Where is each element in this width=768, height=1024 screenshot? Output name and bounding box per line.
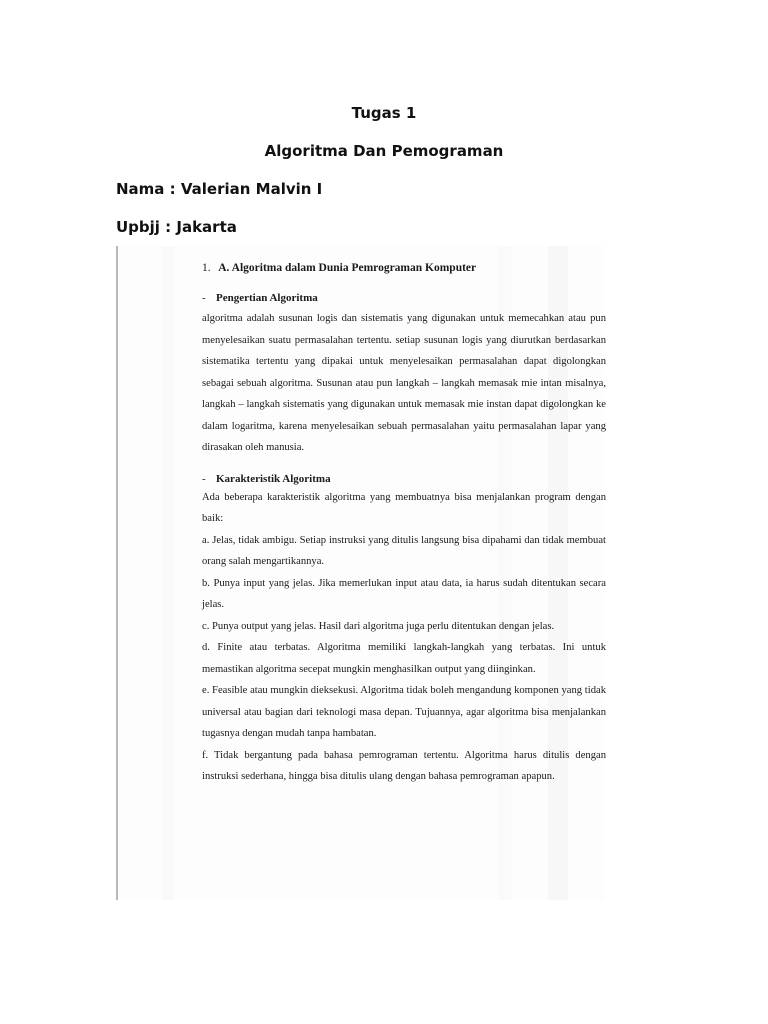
student-name: Nama : Valerian Malvin I	[116, 180, 323, 198]
section-number: 1.	[202, 262, 211, 274]
section-title: A. Algoritma dalam Dunia Pemrograman Komputer	[218, 262, 477, 274]
list-item: c. Punya output yang jelas. Hasil dari algoritma juga perlu ditentukan dengan jelas.	[202, 620, 555, 632]
subsection-heading-pengertian	[202, 290, 606, 306]
page-title: Tugas 1	[351, 104, 417, 122]
section-heading	[202, 260, 606, 276]
bullet-dash: -	[202, 472, 206, 485]
karakteristik-intro: Ada beberapa karakteristik algoritma yang membuatnya bisa menjalankan program dengan baik:	[202, 491, 606, 524]
list-item: b. Punya input yang jelas. Jika memerlukan input atau data, ia harus sudah ditentukan secara jelas.	[202, 577, 606, 610]
list-item: f. Tidak bergantung pada bahasa pemrograman tertentu. Algoritma harus ditulis dengan instruksi sederhana, hingga bisa ditulis ulang dengan bahasa pemrograman apapun.	[202, 749, 606, 782]
list-item: d. Finite atau terbatas. Algoritma memiliki langkah-langkah yang terbatas. Ini untuk memastikan algoritma secepat mungkin menghasilkan output yang diinginkan.	[202, 642, 606, 675]
page-subtitle: Algoritma Dan Pemograman	[264, 142, 504, 160]
bullet-dash: -	[202, 292, 206, 304]
karakteristik-list	[202, 530, 606, 788]
list-item: a. Jelas, tidak ambigu. Setiap instruksi yang ditulis langsung bisa dipahami dan tidak membuat orang salah mengartikannya.	[202, 534, 606, 567]
subsection-heading-karakteristik	[202, 471, 606, 487]
subsection-title: Karakteristik Algoritma	[216, 472, 331, 485]
embedded-document-content	[202, 260, 606, 788]
student-upbjj: Upbjj : Jakarta	[116, 218, 237, 236]
subsection-title: Pengertian Algoritma	[216, 292, 318, 304]
list-item: e. Feasible atau mungkin dieksekusi. Algoritma tidak boleh mengandung komponen yang tidak universal atau bagian dari teknologi masa depan. Tujuannya, agar algoritma bisa menjalankan tugasnya dengan mudah tanpa hambatan.	[202, 685, 606, 739]
pengertian-paragraph: algoritma adalah susunan logis dan sistematis yang digunakan untuk memecahkan atau pun menyelesaikan suatu permasalahan tertentu. setiap susunan logis yang diurutkan berdasarkan sistematika tertentu yang dipakai untuk menyelesaikan permasalahan dapat digolongkan sebagai sebuah algoritma. Susunan atau pun langkah – langkah memasak mie intan misalnya, langkah – langkah sistematis yang digunakan untuk memasak mie instan dapat digolongkan ke dalam logaritma, karena menyelesaikan sebuah permasalahan yaitu permasalahan lapar yang dirasakan oleh manusia.	[202, 313, 606, 453]
embedded-document-image	[116, 246, 604, 900]
